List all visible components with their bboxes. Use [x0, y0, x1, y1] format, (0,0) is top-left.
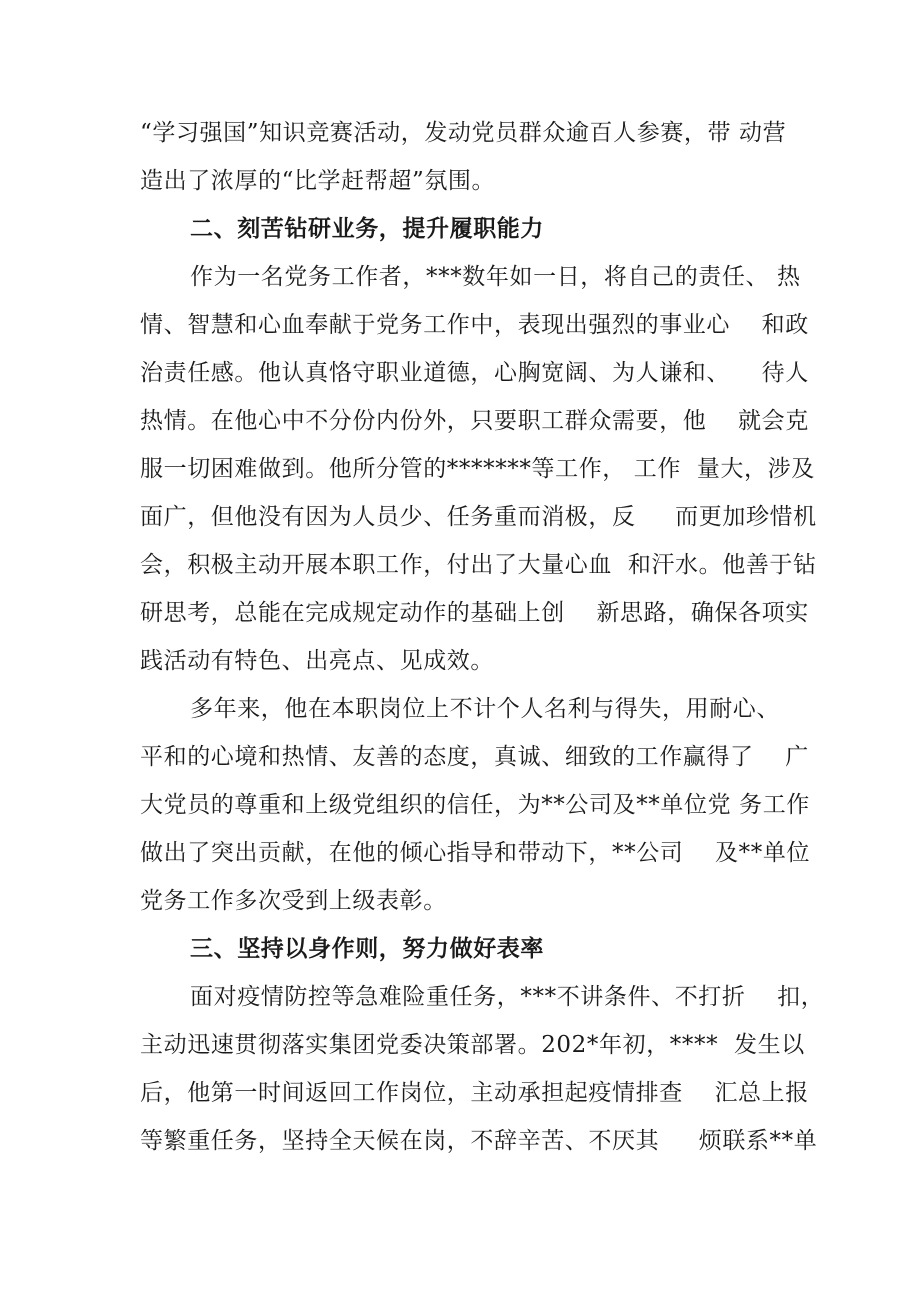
paragraph-line: 多年来，他在本职岗位上不计个人名利与得失，用耐心、 [190, 696, 780, 722]
paragraph-line: 面广，但他没有因为人员少、任务重而消极，反 而更加珍惜机 [140, 504, 817, 530]
paragraph-line: 服一切困难做到。他所分管的*******等工作， 工作 量大，涉及 [140, 456, 815, 482]
paragraph-line: 热情。在他心中不分份内份外，只要职工群众需要，他 就会克 [140, 408, 809, 434]
paragraph-line: 研思考，总能在完成规定动作的基础上创 新思路，确保各项实 [140, 600, 809, 626]
paragraph-line: 主动迅速贯彻落实集团党委决策部署。202*年初，**** 发生以 [140, 1032, 805, 1058]
paragraph-line: 作为一名党务工作者，***数年如一日，将自己的责任、 热 [190, 264, 801, 290]
section-heading-3: 三、坚持以身作则，努力做好表率 [190, 936, 544, 962]
paragraph-line: 情、智慧和心血奉献于党务工作中，表现出强烈的事业心 和政 [140, 312, 809, 338]
paragraph-line: “学习强国”知识竞赛活动，发动党员群众逾百人参赛，带 动营 [140, 120, 787, 146]
paragraph-line: 治责任感。他认真恪守职业道德，心胸宽阔、为人谦和、 待人 [140, 360, 809, 386]
paragraph-line: 践活动有特色、出亮点、见成效。 [140, 648, 494, 674]
paragraph-line: 后，他第一时间返回工作岗位，主动承担起疫情排查 汇总上报 [140, 1080, 809, 1106]
paragraph-line: 造出了浓厚的“比学赶帮超”氛围。 [140, 168, 496, 194]
paragraph-line: 党务工作多次受到上级表彰。 [140, 888, 447, 914]
paragraph-line: 等繁重任务，坚持全天候在岗，不辞辛苦、不厌其 烦联系**单 [140, 1128, 818, 1154]
section-heading-2: 二、刻苦钻研业务，提升履职能力 [190, 216, 544, 242]
paragraph-line: 大党员的尊重和上级党组织的信任，为**公司及**单位党 务工作 [140, 792, 810, 818]
paragraph-line: 会，积极主动开展本职工作，付出了大量心血 和汗水。他善于钻 [140, 552, 817, 578]
paragraph-line: 做出了突出贡献，在他的倾心指导和带动下，**公司 及**单位 [140, 840, 811, 866]
paragraph-line: 面对疫情防控等急难险重任务，***不讲条件、不打折 扣， [190, 984, 825, 1010]
paragraph-line: 平和的心境和热情、友善的态度，真诚、细致的工作赢得了 广 [140, 744, 809, 770]
